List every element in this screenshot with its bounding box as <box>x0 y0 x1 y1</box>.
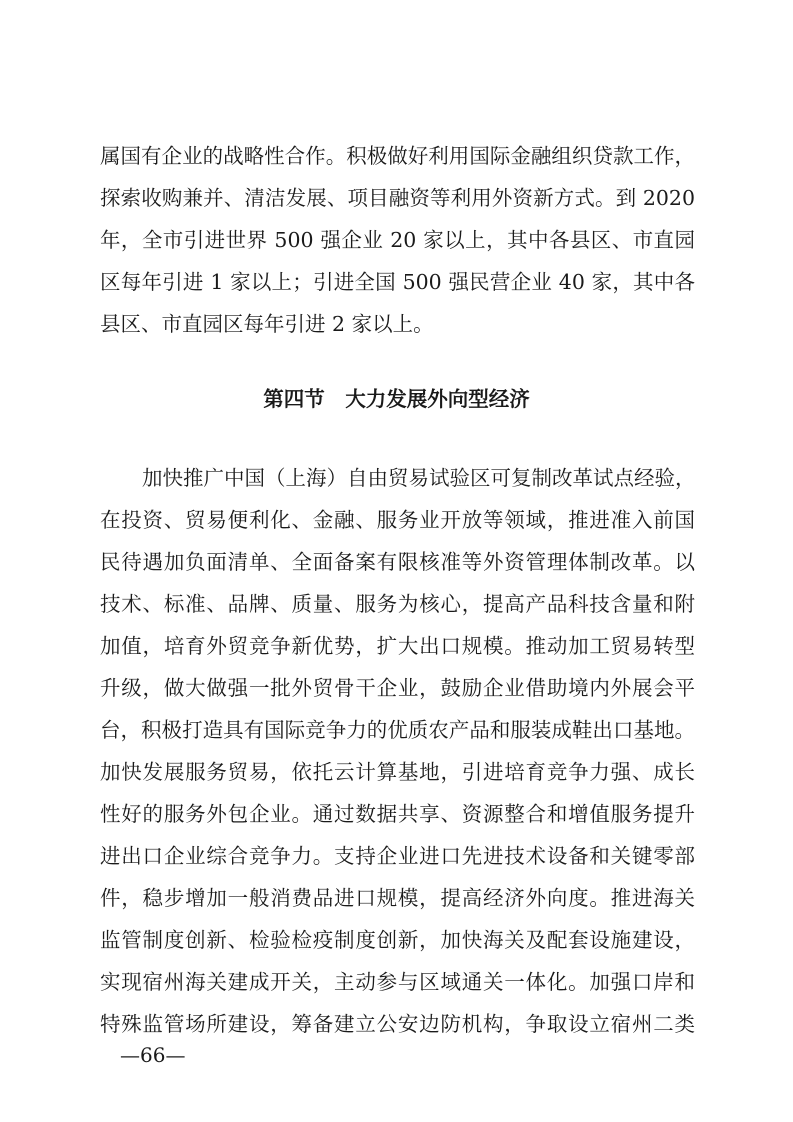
section-heading: 第四节 大力发展外向型经济 <box>263 387 530 411</box>
body-text-line: 属国有企业的战略性合作。积极做好利用国际金融组织贷款工作， <box>100 144 695 168</box>
body-text-line: 台，积极打造具有国际竞争力的优质农产品和服装成鞋出口基地。 <box>100 718 695 742</box>
body-text-line: 加快推广中国（上海）自由贸易试验区可复制改革试点经验， <box>142 466 696 490</box>
body-text-line: 县区、市直园区每年引进 2 家以上。 <box>100 312 434 336</box>
body-text-line: 升级，做大做强一批外贸骨干企业，鼓励企业借助境内外展会平 <box>100 676 695 700</box>
body-text-line: 加快发展服务贸易，依托云计算基地，引进培育竞争力强、成长 <box>100 760 695 784</box>
body-text-line: 进出口企业综合竞争力。支持企业进口先进技术设备和关键零部 <box>100 844 695 868</box>
body-text-line: 性好的服务外包企业。通过数据共享、资源整合和增值服务提升 <box>100 802 695 826</box>
body-text-line: 年，全市引进世界 500 强企业 20 家以上，其中各县区、市直园 <box>100 228 695 252</box>
body-text-line: 在投资、贸易便利化、金融、服务业开放等领域，推进准入前国 <box>100 508 695 532</box>
body-text-line: 件，稳步增加一般消费品进口规模，提高经济外向度。推进海关 <box>100 886 695 910</box>
body-text-line: 探索收购兼并、清洁发展、项目融资等利用外资新方式。到 2020 <box>100 186 695 210</box>
body-text-line: 特殊监管场所建设，筹备建立公安边防机构，争取设立宿州二类 <box>100 1012 695 1036</box>
body-text-line: 实现宿州海关建成开关，主动参与区域通关一体化。加强口岸和 <box>100 970 695 994</box>
body-text-line: 加值，培育外贸竞争新优势，扩大出口规模。推动加工贸易转型 <box>100 634 695 658</box>
body-text-line: 监管制度创新、检验检疫制度创新，加快海关及配套设施建设， <box>100 928 695 952</box>
body-text-line: 民待遇加负面清单、全面备案有限核准等外资管理体制改革。以 <box>100 550 695 574</box>
body-text-line: 技术、标准、品牌、质量、服务为核心，提高产品科技含量和附 <box>100 592 695 616</box>
page-number: —66— <box>120 1043 186 1067</box>
body-text-line: 区每年引进 1 家以上；引进全国 500 强民营企业 40 家，其中各 <box>100 270 695 294</box>
